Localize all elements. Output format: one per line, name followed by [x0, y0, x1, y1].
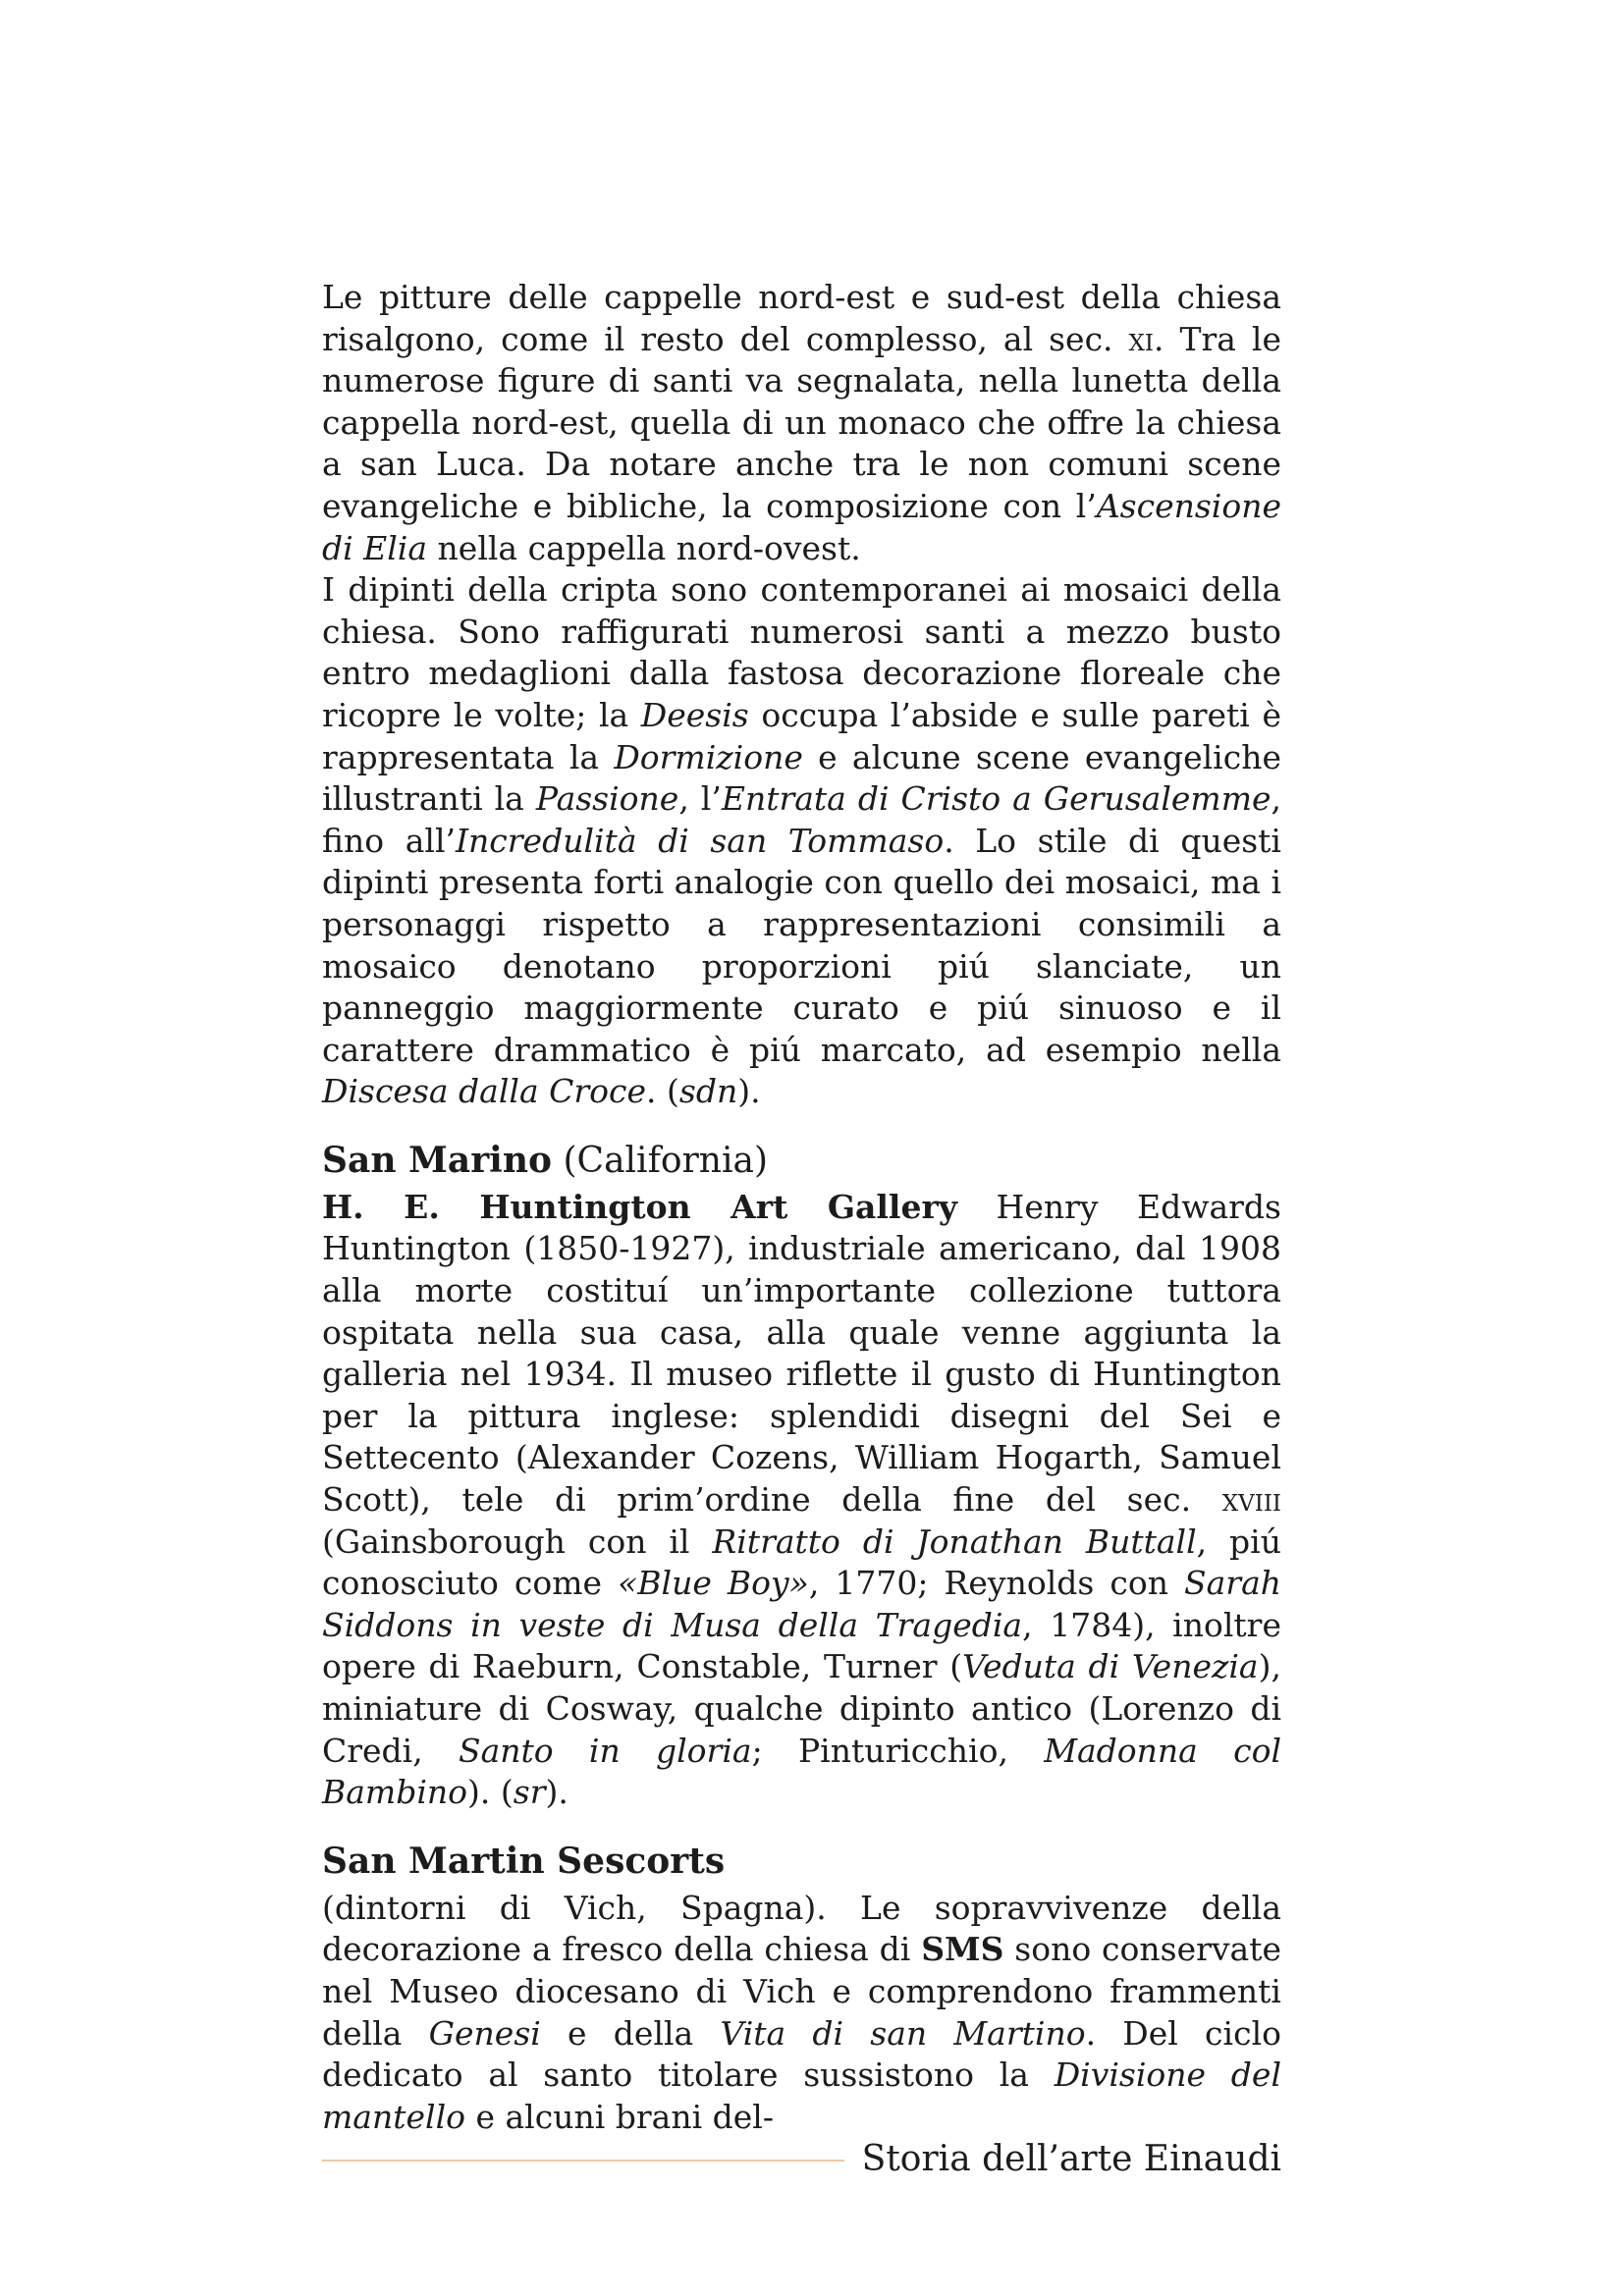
paragraph-cappelle	[322, 277, 1281, 569]
text-run: I dipinti della cripta sono contemporanei ai mosaici della chiesa. Sono raffigurati numerosi santi a mezzo busto entro medaglioni dalla fastosa decorazione floreale che ricopre le volte; la	[322, 570, 1281, 734]
paragraph-huntington	[322, 1187, 1281, 1814]
text-run: ), miniature di Cosway, qualche dipinto antico (Lorenzo di Credi,	[322, 1647, 1281, 1770]
text-run: e della	[540, 2013, 721, 2053]
italic-title: Entrata di Cristo a Gerusalemme	[721, 779, 1271, 819]
page-body	[322, 277, 1281, 2138]
roman-numeral: xviii	[1221, 1480, 1281, 1520]
bold-abbreviation: SMS	[921, 1930, 1004, 1969]
italic-title: «Blue Boy»	[618, 1564, 809, 1603]
italic-title: Divisione del mantello	[322, 2056, 1282, 2136]
italic-title: Ascensione di Elia	[322, 486, 1281, 567]
text-run: e alcune scene evangeliche illustranti la	[322, 737, 1281, 819]
italic-title: Ritratto di Jonathan Buttall	[712, 1522, 1197, 1561]
text-run: , 1770; Reynolds con	[808, 1564, 1185, 1603]
text-run: . Lo stile di questi dipinti presenta forti analogie con quello dei mosaici, ma i personaggi rispetto a rappresentazioni consimili a mosaico denotano proporzioni piú slanciate, un panneggio maggiormente curato e piú sinuoso e il carattere drammatico è piú marcato, ad esempio nella	[322, 821, 1281, 1069]
italic-title: Veduta di Venezia	[962, 1647, 1259, 1686]
footer-title: Storia dell’arte Einaudi	[861, 2139, 1281, 2179]
italic-title: Sarah Siddons in veste di Musa della Tragedia	[322, 1564, 1281, 1644]
text-run: . (	[646, 1072, 679, 1111]
entry-heading-rest: (California)	[552, 1140, 768, 1181]
text-run: nella cappella nord-ovest.	[427, 528, 861, 567]
text-run: ). (	[467, 1773, 514, 1812]
text-run: (dintorni di Vich, Spagna). Le sopravvivenze della decorazione a fresco della chiesa di	[322, 1888, 1281, 1969]
author-initials: sdn	[678, 1072, 738, 1111]
paragraph-cripta	[322, 569, 1281, 1113]
text-run: ).	[737, 1072, 761, 1111]
italic-title: Santo in gloria	[459, 1731, 752, 1770]
text-run: ; Pinturicchio,	[751, 1731, 1045, 1770]
entry-heading-bold: San Marino	[322, 1139, 553, 1181]
italic-title: Dormizione	[614, 737, 803, 776]
subentry-title: H. E. Huntington Art Gallery	[322, 1187, 958, 1226]
italic-title: Vita di san Martino	[720, 2013, 1086, 2053]
italic-title: Incredulità di san Tommaso	[456, 821, 945, 860]
paragraph-sescorts	[322, 1888, 1281, 2139]
text-run: , piú conosciuto come	[322, 1522, 1281, 1603]
author-initials: sr	[513, 1773, 546, 1812]
text-run: , fino all’	[322, 779, 1282, 860]
text-run: ).	[545, 1773, 568, 1812]
italic-title: Madonna col Bambino	[322, 1731, 1282, 1812]
spacer	[322, 1814, 1281, 1840]
text-run: (Gainsborough con il	[322, 1522, 713, 1561]
text-run: Henry Edwards Huntington (1850-1927), industriale americano, dal 1908 alla morte costituí un’importante collezione tuttora ospitata nella sua casa, alla quale venne aggiunta la galleria nel 1934. Il museo riflette il gusto di Huntington per la pittura inglese: splendidi disegni del Sei e Settecento (Alexander Cozens, William Hogarth, Samuel Scott), tele di prim’ordine della fine del sec.	[322, 1187, 1281, 1520]
text-run: sono conservate nel Museo diocesano di Vich e comprendono frammenti della	[322, 1930, 1281, 2053]
spacer	[322, 1113, 1281, 1139]
text-run: . Del ciclo dedicato al santo titolare sussistono la	[322, 2013, 1281, 2095]
text-run: , 1784), inoltre opere di Raeburn, Constable, Turner (	[322, 1605, 1281, 1686]
text-run: . Tra le numerose figure di santi va segnalata, nella lunetta della cappella nord-est, quella di un monaco che offre la chiesa a san Luca. Da notare anche tra le non comuni scene evangeliche e bibliche, la composizione con l’	[322, 319, 1281, 525]
italic-title: Deesis	[640, 695, 749, 734]
text-run: occupa l’abside e sulle pareti è rappresentata la	[322, 695, 1281, 776]
italic-title: Genesi	[428, 2013, 541, 2053]
footer-rule	[322, 2160, 844, 2162]
text-run: Le pitture delle cappelle nord-est e sud-est della chiesa risalgono, come il resto del complesso, al sec.	[322, 278, 1281, 358]
roman-numeral: xi	[1128, 319, 1154, 358]
text-run: e alcuni brani del-	[465, 2097, 774, 2136]
entry-heading-san-martin-sescorts	[322, 1840, 1281, 1884]
italic-title: Passione	[535, 779, 679, 819]
entry-heading-bold: San Martin Sescorts	[322, 1840, 726, 1882]
italic-title: Discesa dalla Croce	[322, 1072, 647, 1111]
entry-heading-san-marino	[322, 1139, 1281, 1183]
text-run: , l’	[678, 779, 722, 819]
